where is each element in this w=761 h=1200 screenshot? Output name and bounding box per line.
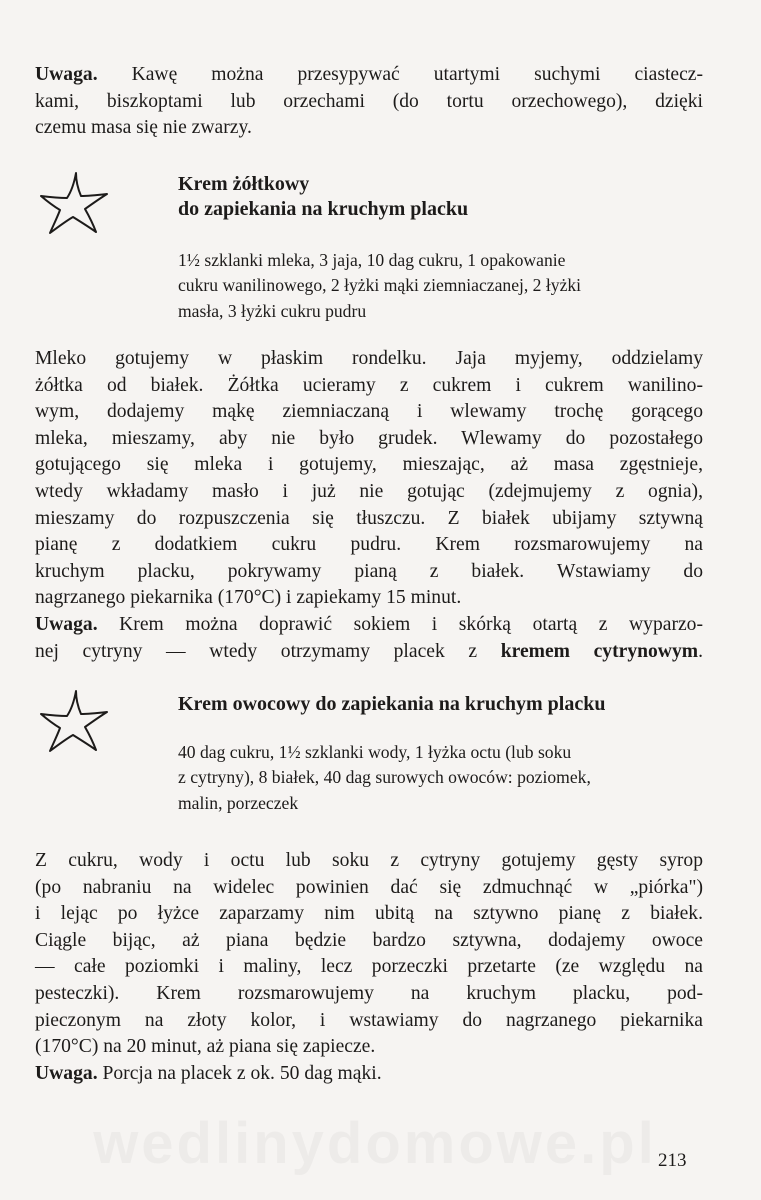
recipe-title: Krem żółtkowy do zapiekania na kruchym placku: [178, 173, 469, 220]
note-label: Uwaga.: [35, 1062, 98, 1084]
page-number: 213: [658, 1150, 687, 1171]
star-icon: [38, 170, 112, 236]
watermark: [75, 1110, 675, 1177]
recipe-instructions: Mleko gotujemy w płaskim rondelku. Jaja myjemy, oddzielamy żółtka od białek. Żółtka ucieramy z cukrem i cukrem wanilino- wym, dodajemy mąkę ziemniaczaną i wlewamy trochę gorącego mleka, mieszamy, aby nie było grudek. Wlewamy do pozostałego gotującego się mleka i gotujemy, mieszając, aż masa zgęstnieje, wtedy wkładamy masło i już nie gotując (zdejmujemy z ognia), mieszamy do rozpuszczenia się tłuszczu. Z białek ubijamy sztywną pianę z dodatkiem cukru pudru. Krem rozsmarowujemy na kruchym placku, pokrywamy pianą z białek. Wstawiamy do nagrzanego piekarnika (170°C) i zapiekamy 15 minut. Uwaga. Krem można doprawić sokiem i skórką otartą z wyparzo- nej cytryny — wtedy otrzymamy placek z kremem cytrynowym.: [35, 346, 703, 665]
intro-note: [35, 62, 703, 142]
recipe-instructions: Z cukru, wody i octu lub soku z cytryny gotujemy gęsty syrop (po nabraniu na widelec powinien dać się zdmuchnąć w „piórka") i lejąc po łyżce zaparzamy nim ubitą na sztywno pianę z białek. Ciągle bijąc, aż piana będzie bardzo sztywna, dodajemy owoce — całe poziomki i maliny, lecz porzeczki przetarte (ze względu na pesteczki). Krem rozsmarowujemy na kruchym placku, pod- pieczonym na złoty kolor, i wstawiamy do nagrzanego piekarnika (170°C) na 20 minut, aż piana się zapiecze. Uwaga. Porcja na placek z ok. 50 dag mąki.: [35, 848, 703, 1087]
intro-line: czemu masa się nie zwarzy.: [35, 117, 252, 139]
recipe-note: Uwaga. Krem można doprawić sokiem i skórką otartą z wyparzo-: [35, 613, 703, 635]
lemon-cream-term: kremem cytrynowym: [500, 640, 699, 662]
intro-line: Uwaga. Kawę można przesypywać utartymi suchymi ciastecz-: [35, 64, 703, 85]
note-label: Uwaga.: [35, 613, 98, 635]
note-label: Uwaga.: [35, 64, 98, 85]
recipe-title: Krem owocowy do zapiekania na kruchym placku: [178, 693, 606, 715]
ingredients-list: 40 dag cukru, 1½ szklanki wody, 1 łyżka octu (lub soku z cytryny), 8 białek, 40 dag surowych owoców: poziomek, malin, porzeczek: [178, 742, 591, 813]
recipe-note: Uwaga. Porcja na placek z ok. 50 dag mąki.: [35, 1062, 382, 1084]
ingredients-list: 1½ szklanki mleka, 3 jaja, 10 dag cukru, 1 opakowanie cukru wanilinowego, 2 łyżki mąki ziemniaczanej, 2 łyżki masła, 3 łyżki cukru pudru: [178, 250, 582, 321]
recipe-note: nej cytryny — wtedy otrzymamy placek z kremem cytrynowym.: [35, 640, 703, 662]
star-icon: [38, 688, 112, 754]
intro-line: kami, biszkoptami lub orzechami (do tortu orzechowego), dzięki: [35, 90, 703, 112]
